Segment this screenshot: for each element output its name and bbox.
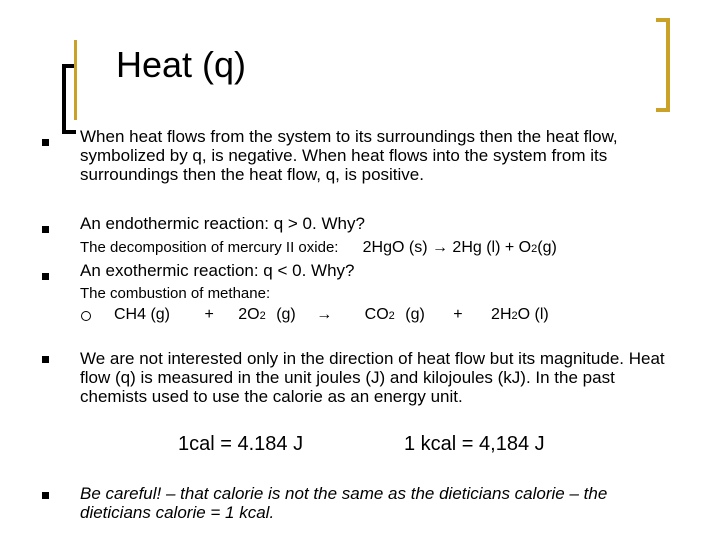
endothermic-example bbox=[80, 239, 680, 258]
bullet-dietician-calorie: Be careful! – that calorie is not the same as the dieticians calorie – the dieticians calorie = 1 kcal. bbox=[80, 484, 608, 522]
title-bracket-right bbox=[656, 18, 670, 112]
bullet-marker bbox=[42, 139, 49, 146]
endothermic-example-label: The decomposition of mercury II oxide: bbox=[80, 239, 339, 256]
bullet-exothermic: An exothermic reaction: q < 0. Why? bbox=[80, 261, 355, 280]
exothermic-example-label: The combustion of methane: bbox=[80, 285, 271, 302]
bullet-heat-flow-sign: When heat flows from the system to its surroundings then the heat flow, symbolized by q, is negative. When heat flows into the system from its surroundings then the heat flow, q, is positive. bbox=[80, 127, 618, 184]
mercury-oxide-equation: 2HgO (s) → 2Hg (l) + O2(g) bbox=[362, 239, 557, 256]
bullet-marker bbox=[42, 226, 49, 233]
calorie-conversion: 1cal = 4.184 J bbox=[178, 433, 304, 455]
arrow-icon: → bbox=[316, 306, 333, 323]
circle-bullet-icon bbox=[81, 311, 91, 321]
methane-combustion-equation: CH4 (g) + 2O2 (g) → CO2 (g) + 2H2O (l) bbox=[114, 306, 549, 323]
bullet-marker bbox=[42, 273, 49, 280]
title-accent-bar bbox=[74, 40, 77, 120]
bullet-marker bbox=[42, 492, 49, 499]
slide-title: Heat (q) bbox=[116, 44, 247, 85]
bullet-endothermic: An endothermic reaction: q > 0. Why? bbox=[80, 214, 365, 233]
bullet-heat-units: We are not interested only in the direction of heat flow but its magnitude. Heat flow (q) is measured in the unit joules (J) and kilojoules (kJ). In the past chemists used to use the calorie as an energy unit. bbox=[80, 349, 665, 406]
kilocalorie-conversion: 1 kcal = 4,184 J bbox=[404, 433, 545, 455]
bullet-marker bbox=[42, 356, 49, 363]
